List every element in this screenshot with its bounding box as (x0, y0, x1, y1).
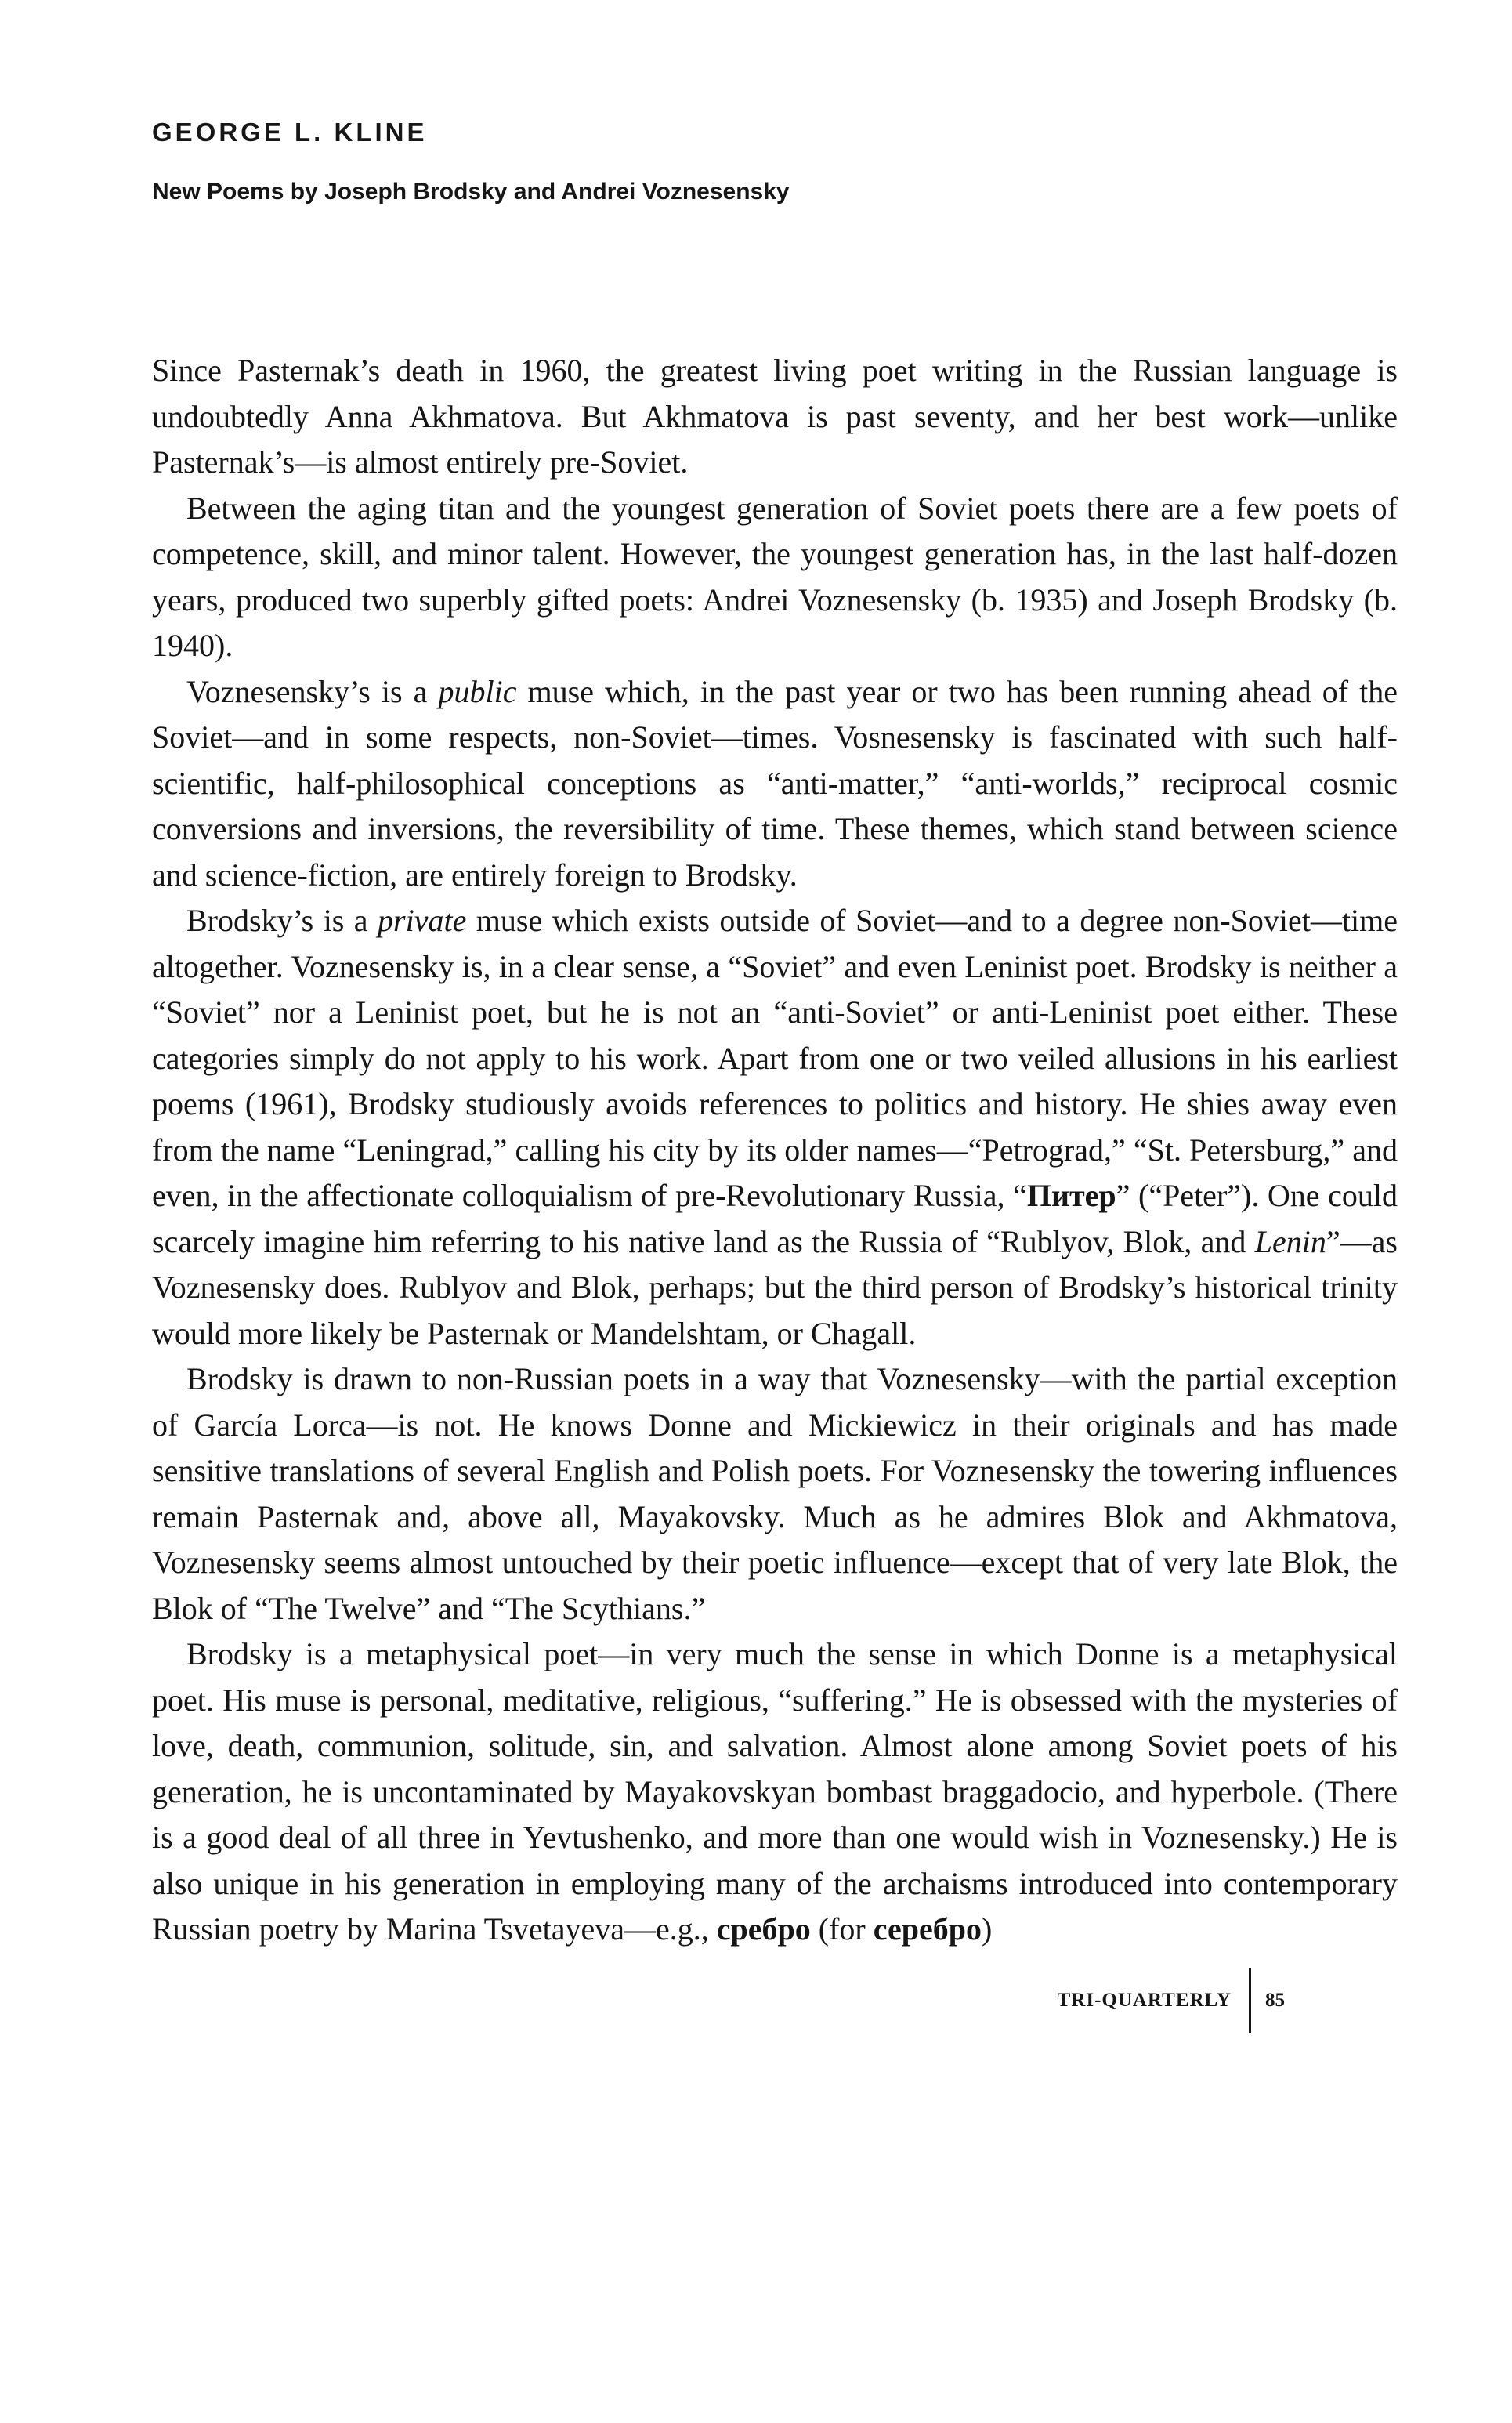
cyrillic-srebro: сребро (716, 1911, 811, 1947)
paragraph: Brodsky is a metaphysical poet—in very much the sense in which Donne is a metaphysical poet. His muse is personal, meditative, religious, “suffering.” He is obsessed with the mysteries of love, death, communion, solitude, sin, and salvation. Almost alone among Soviet poets of his generation, he is uncontaminated by Mayakovskyan bombast braggadocio, and hyperbole. (There is a good deal of all three in Yevtushenko, and more than one would wish in Voznesensky.) He is also unique in his generation in employing many of the archaisms introduced into contemporary Russian poetry by Marina Tsvetayeva—e.g., сребро (for серебро) (152, 1636, 1398, 1947)
emphasis-lenin: Lenin (1254, 1223, 1326, 1259)
paragraph: Brodsky is drawn to non-Russian poets in a way that Voznesensky—with the partial exception of García Lorca—is not. He knows Donne and Mickiewicz in their originals and has made sensitive translations of several English and Polish poets. For Voznesensky the towering influences remain Pasternak and, above all, Mayakovsky. Much as he admires Blok and Akhmatova, Voznesensky seems almost untouched by their poetic influence—except that of very late Blok, the Blok of “The Twelve” and “The Scythians.” (152, 1361, 1398, 1626)
article-title: New Poems by Joseph Brodsky and Andrei Voznesensky (152, 179, 790, 205)
emphasis-private: private (378, 903, 467, 938)
journal-name: TRI-QUARTERLY (1057, 1990, 1232, 2011)
paragraph: Brodsky’s is a private muse which exists outside of Soviet—and to a degree non-Soviet—time altogether. Voznesensky is, in a clear sense, a “Soviet” and even Leninist poet. Brodsky is neither a “Soviet” nor a Leninist poet, but he is not an “anti-Soviet” or anti-Leninist poet either. These categories simply do not apply to his work. Apart from one or two veiled allusions in his earliest poems (1961), Brodsky studiously avoids references to politics and history. He shies away even from the name “Leningrad,” calling his city by its older names—“Petrograd,” “St. Petersburg,” and even, in the affectionate colloquialism of pre-Revolutionary Russia, “Питер” (“Peter”). One could scarcely imagine him referring to his native land as the Russia of “Rublyov, Blok, and Lenin”—as Voznesensky does. Rublyov and Blok, perhaps; but the third person of Brodsky’s historical trinity would more likely be Pasternak or Mandelshtam, or Chagall. (152, 903, 1398, 1351)
cyrillic-piter: Питер (1026, 1178, 1116, 1213)
emphasis-public: public (438, 673, 517, 709)
paragraph: Between the aging titan and the youngest generation of Soviet poets there are a few poets of competence, skill, and minor talent. However, the youngest generation has, in the last half-dozen years, produced two superbly gifted poets: Andrei Voznesensky (b. 1935) and Joseph Brodsky (b. 1940). (152, 490, 1398, 663)
page-number: 85 (1265, 1990, 1285, 2011)
footer-row (1058, 1968, 1285, 2033)
author-name: GEORGE L. KLINE (152, 118, 428, 147)
article-body (152, 348, 1398, 1953)
cyrillic-serebro: серебро (873, 1911, 982, 1947)
paragraph: Voznesensky’s is a public muse which, in the past year or two has been running ahead of the Soviet—and in some respects, non-Soviet—times. Vosnesensky is fascinated with such half-scientific, half-philosophical conceptions as “anti-matter,” “anti-worlds,” reciprocal cosmic conversions and inversions, the reversibility of time. These themes, which stand between science and science-fiction, are entirely foreign to Brodsky. (152, 673, 1398, 893)
paragraph: Since Pasternak’s death in 1960, the greatest living poet writing in the Russian language is undoubtedly Anna Akhmatova. But Akhmatova is past seventy, and her best work—unlike Pasternak’s—is almost entirely pre-Soviet. (152, 353, 1398, 480)
